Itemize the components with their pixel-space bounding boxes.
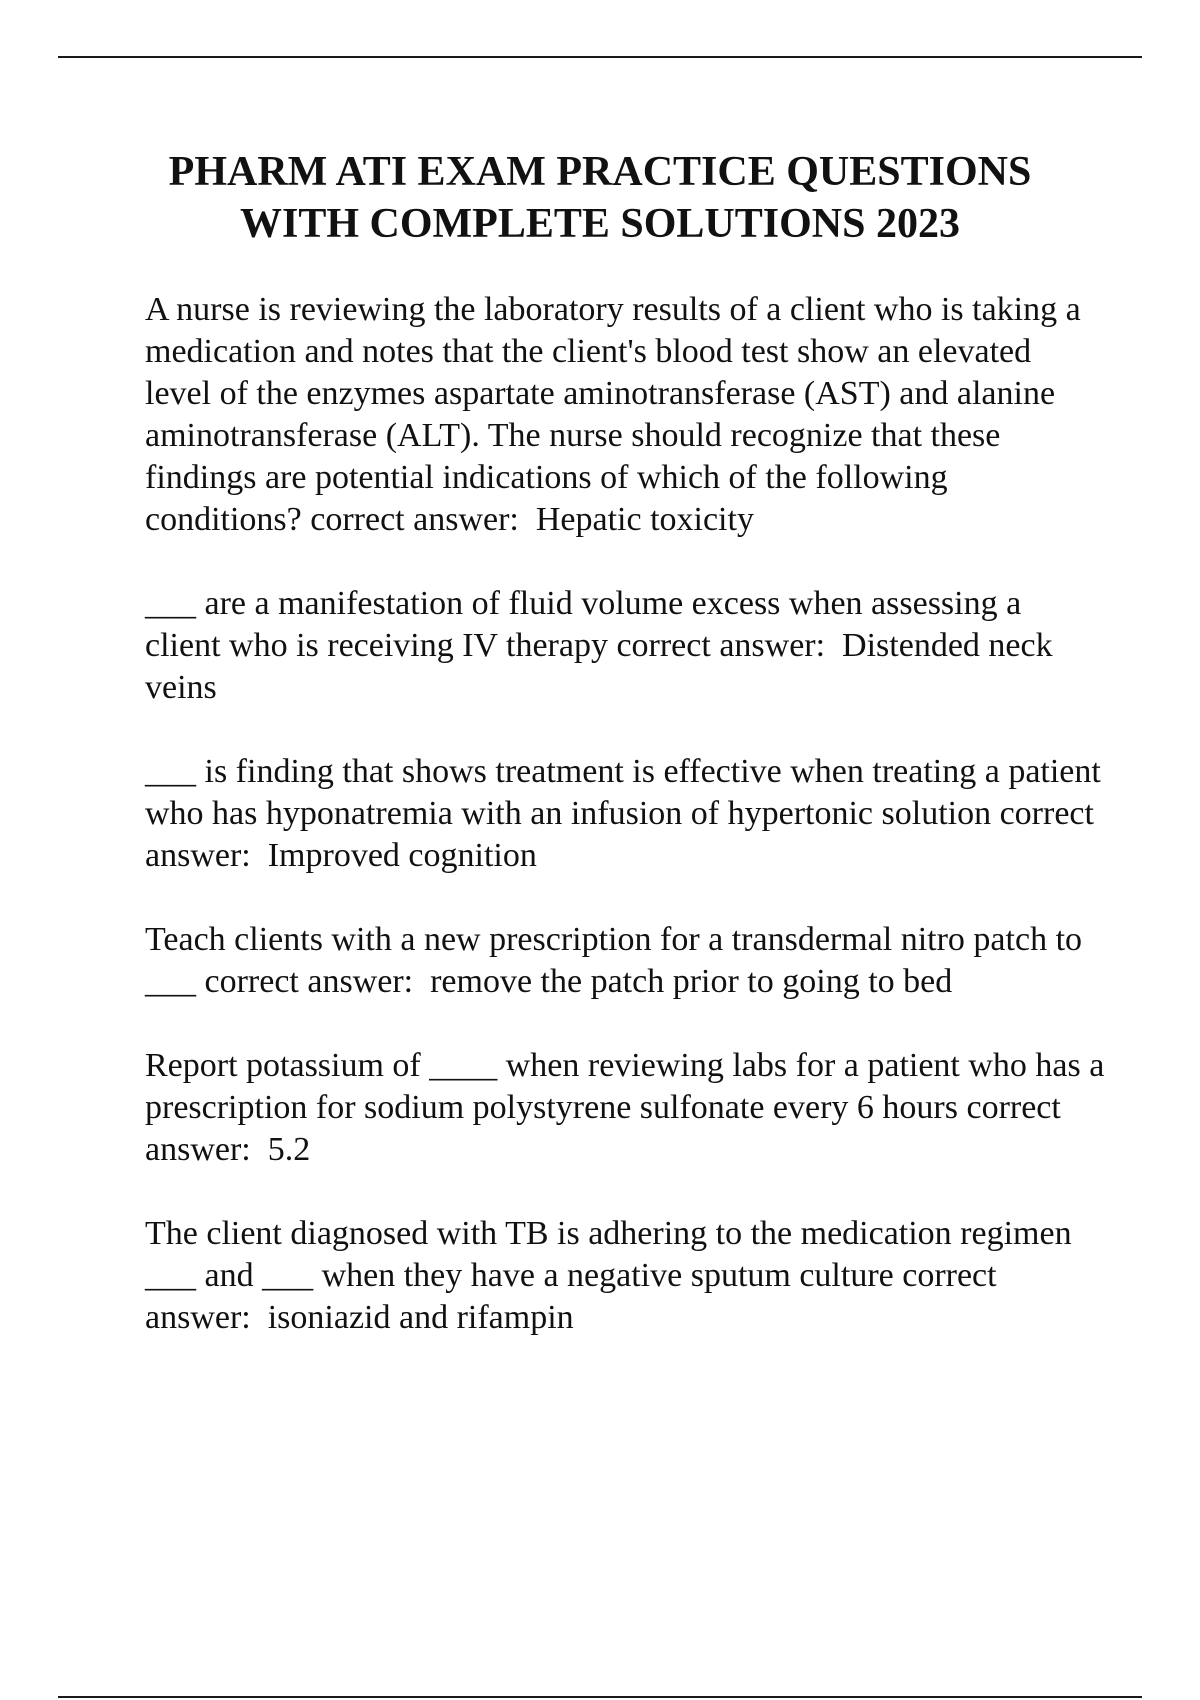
bottom-divider (58, 1696, 1142, 1698)
document-title (60, 146, 1140, 250)
question-item-2: ___ are a manifestation of fluid volume excess when assessing a client who is receiving IV therapy correct answer: Distended neck veins (145, 585, 1062, 706)
question-item-5: Report potassium of ____ when reviewing labs for a patient who has a prescription for sodium polystyrene sulfonate every 6 hours correct answer: 5.2 (145, 1047, 1113, 1168)
question-list (145, 289, 1113, 1381)
question-item-6: The client diagnosed with TB is adhering to the medication regimen ___ and ___ when they have a negative sputum culture correct answer: isoniazid and rifampin (145, 1215, 1081, 1336)
title-line-1: PHARM ATI EXAM PRACTICE QUESTIONS (168, 149, 1032, 195)
question-item-4: Teach clients with a new prescription for a transdermal nitro patch to ___ correct answer: remove the patch prior to going to bed (145, 921, 1091, 1000)
title-line-2: WITH COMPLETE SOLUTIONS 2023 (240, 201, 960, 247)
top-divider (58, 56, 1142, 58)
question-item-1: A nurse is reviewing the laboratory results of a client who is taking a medication and notes that the client's blood test show an elevated level of the enzymes aspartate aminotransferase (AST) and alanine aminotransferase (ALT). The nurse should recognize that these findings are potential indications of which of the following conditions? correct answer: Hepatic toxicity (145, 291, 1090, 538)
question-item-3: ___ is finding that shows treatment is effective when treating a patient who has hyponatremia with an infusion of hypertonic solution correct answer: Improved cognition (145, 753, 1110, 874)
